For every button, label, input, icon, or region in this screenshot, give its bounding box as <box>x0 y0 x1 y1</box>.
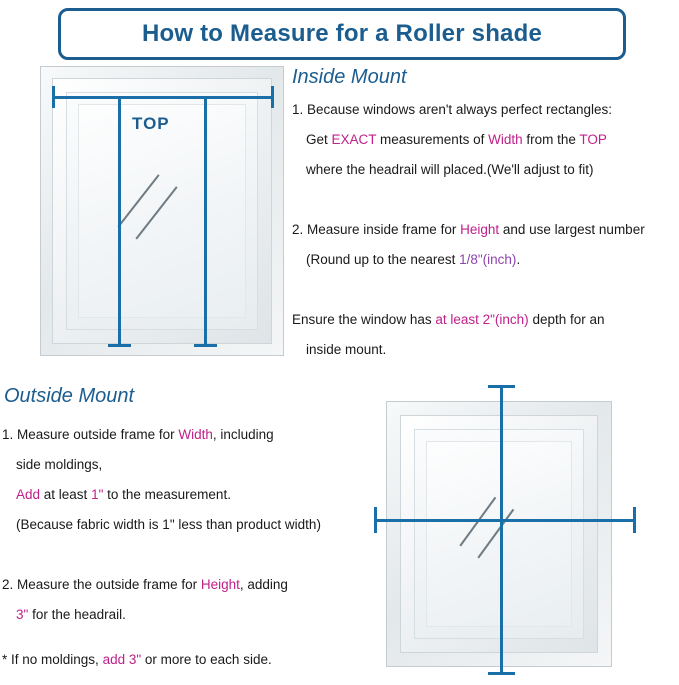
window-glass <box>426 441 572 627</box>
text-line <box>292 125 678 155</box>
text-line <box>2 540 332 570</box>
text-span: Height <box>460 222 500 237</box>
text-span: side moldings, <box>16 457 103 472</box>
page-title-banner <box>58 8 626 60</box>
text-span: , including <box>212 427 274 442</box>
text-span: for the headrail. <box>28 607 126 622</box>
text-span: and use largest number <box>499 222 645 237</box>
text-span: 1. Measure outside frame for <box>2 427 179 442</box>
width-measure-tick-right <box>633 507 636 533</box>
height-measure-tick-bottom <box>488 672 515 675</box>
text-span: 2. Measure the outside frame for <box>2 577 201 592</box>
outside-mount-text <box>2 420 332 630</box>
text-span: . <box>516 252 521 267</box>
text-span: (Round up to the nearest <box>306 252 460 267</box>
text-span: depth for an <box>528 312 605 327</box>
text-line <box>2 570 332 600</box>
height-measure-tick-right-bottom <box>194 344 217 347</box>
width-measure-tick-right <box>271 86 274 108</box>
inside-mount-diagram <box>8 56 284 356</box>
text-line <box>2 450 332 480</box>
text-line <box>292 275 678 305</box>
text-span: 2. Measure inside frame for <box>292 222 461 237</box>
text-span: 3" <box>16 607 29 622</box>
text-line <box>2 480 332 510</box>
text-span: add 3" <box>102 652 142 667</box>
text-line <box>292 305 678 335</box>
height-measure-tick-right-top <box>194 96 217 99</box>
text-span: (Because fabric width is 1" less than product width) <box>16 517 321 532</box>
width-measure-line <box>52 96 274 99</box>
text-span: , adding <box>239 577 288 592</box>
text-span: at least <box>40 487 92 502</box>
text-line <box>292 245 678 275</box>
window-glass <box>78 104 246 318</box>
outside-mount-diagram <box>360 385 650 675</box>
inside-mount-heading: Inside Mount <box>292 66 407 88</box>
text-line <box>292 335 678 365</box>
text-span: * If no moldings, <box>2 652 103 667</box>
top-label: TOP <box>132 114 170 133</box>
text-span: measurements of <box>376 132 489 147</box>
height-measure-tick-left-bottom <box>108 344 131 347</box>
width-measure-line <box>374 519 636 522</box>
text-span: Add <box>16 487 41 502</box>
text-span: 1/8"(inch) <box>459 252 517 267</box>
text-span: Height <box>200 577 240 592</box>
text-span: Get <box>306 132 332 147</box>
inside-mount-text <box>292 95 678 365</box>
text-span: EXACT <box>331 132 377 147</box>
text-span: 1" <box>91 487 104 502</box>
text-line <box>2 420 332 450</box>
text-span: to the measurement. <box>103 487 231 502</box>
text-span: where the headrail will placed.(We'll adjust to fit) <box>306 162 594 177</box>
text-span: from the <box>522 132 580 147</box>
text-line <box>2 600 332 630</box>
text-span: Width <box>178 427 213 442</box>
text-span: Width <box>488 132 523 147</box>
text-span: or more to each side. <box>141 652 272 667</box>
text-span: inside mount. <box>306 342 387 357</box>
height-measure-tick-top <box>488 385 515 388</box>
text-span: Ensure the window has <box>292 312 436 327</box>
text-span: 1. Because windows aren't always perfect rectangles: <box>292 102 612 117</box>
text-span: at least 2"(inch) <box>435 312 529 327</box>
text-span: TOP <box>579 132 607 147</box>
text-line <box>292 95 678 125</box>
text-line <box>2 510 332 540</box>
height-measure-line-right <box>204 96 207 346</box>
text-line <box>292 215 678 245</box>
width-measure-tick-left <box>374 507 377 533</box>
page-title: How to Measure for a Roller shade <box>141 20 543 47</box>
height-measure-line <box>500 385 503 675</box>
text-line <box>292 185 678 215</box>
footnote-text <box>2 652 272 667</box>
height-measure-tick-left-top <box>108 96 131 99</box>
outside-mount-heading: Outside Mount <box>4 385 135 407</box>
text-line <box>292 155 678 185</box>
width-measure-tick-left <box>52 86 55 108</box>
height-measure-line-left <box>118 96 121 346</box>
